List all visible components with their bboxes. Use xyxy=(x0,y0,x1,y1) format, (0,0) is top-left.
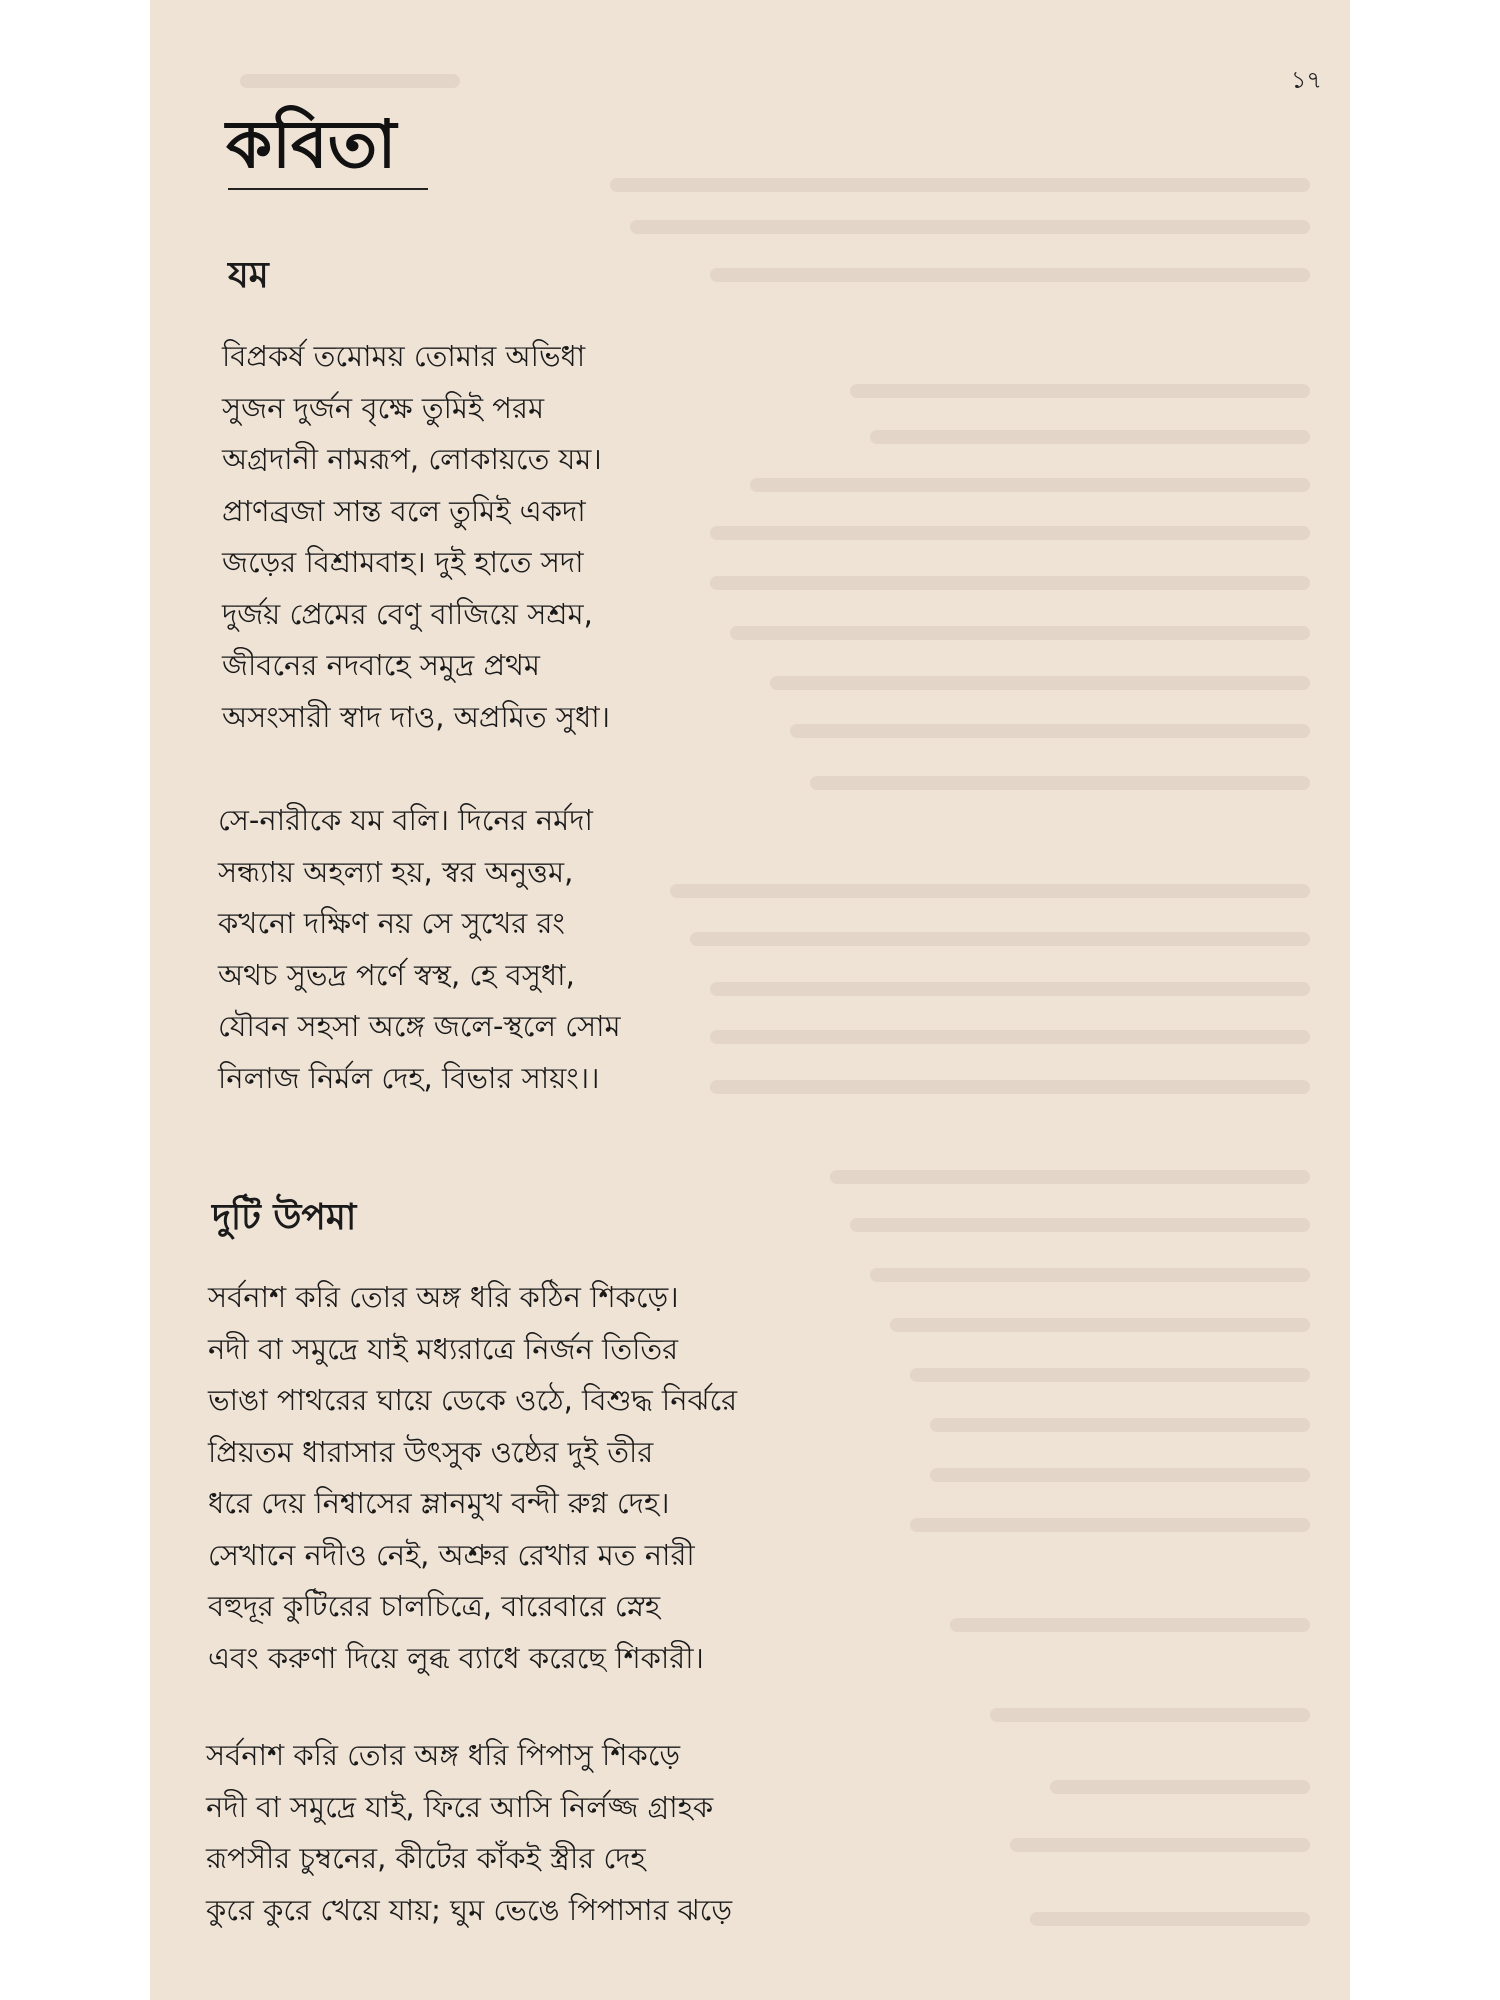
poem-line: রূপসীর চুম্বনের, কীটের কাঁকই স্ত্রীর দেহ xyxy=(206,1841,646,1875)
poem-line: সেখানে নদীও নেই, অশ্রুর রেখার মত নারী xyxy=(208,1537,695,1572)
poem-line: প্রিয়তম ধারাসার উৎসুক ওষ্ঠের দুই তীর xyxy=(208,1434,654,1469)
poem-jam-stanza-2 xyxy=(218,795,621,1104)
poem-line: নদী বা সমুদ্রে যাই মধ্যরাত্রে নির্জন তিতির xyxy=(208,1331,679,1366)
poem-upoma-stanza-2 xyxy=(206,1730,732,1936)
poem-line: অসংসারী স্বাদ দাও, অপ্রমিত সুধা। xyxy=(222,699,611,734)
poem-upoma-stanza-1 xyxy=(208,1272,737,1684)
poem-line: ভাঙা পাথরের ঘায়ে ডেকে ওঠে, বিশুদ্ধ নির্ঝরে xyxy=(208,1383,738,1417)
poem-jam-stanza-1 xyxy=(222,331,610,743)
poem-line: নিলাজ নির্মল দেহ, বিভার সায়ং।। xyxy=(218,1060,600,1095)
poem-line: নদী বা সমুদ্রে যাই, ফিরে আসি নির্লজ্জ গ্রাহক xyxy=(206,1789,714,1824)
poem-line: জড়ের বিশ্রামবাহ। দুই হাতে সদা xyxy=(222,545,584,579)
page-number: ১৭ xyxy=(1290,66,1322,94)
poem-line: বিপ্রকর্ষ তমোময় তোমার অভিধা xyxy=(222,339,586,373)
poem-line: ধরে দেয় নিশ্বাসের ম্লানমুখ বন্দী রুগ্ন দেহ। xyxy=(208,1486,670,1520)
poem-line: সুজন দুর্জন বৃক্ষে তুমিই পরম xyxy=(222,390,545,425)
section-title: কবিতা xyxy=(226,106,397,183)
poem-line: সর্বনাশ করি তোর অঙ্গ ধরি কঠিন শিকড়ে। xyxy=(208,1280,679,1314)
poem-line: জীবনের নদবাহে সমুদ্র প্রথম xyxy=(222,648,540,682)
poem-line: কুরে কুরে খেয়ে যায়; ঘুম ভেঙে পিপাসার ঝড়ে xyxy=(206,1892,733,1927)
poem-title-duti-upoma: দুটি উপমা xyxy=(212,1197,357,1238)
poem-line: অগ্রদানী নামরূপ, লোকায়তে যম। xyxy=(222,442,602,476)
title-underline xyxy=(228,188,428,190)
poem-line: কখনো দক্ষিণ নয় সে সুখের রং xyxy=(218,906,565,940)
poem-line: অথচ সুভদ্র পর্ণে স্বস্থ, হে বসুধা, xyxy=(218,957,575,992)
poem-line: যৌবন সহসা অঙ্গে জলে-স্থলে সোম xyxy=(218,1009,621,1043)
book-page xyxy=(150,0,1350,2000)
poem-line: বহুদূর কুটিরের চালচিত্রে, বারেবারে স্নেহ xyxy=(208,1589,661,1623)
poem-line: দুর্জয় প্রেমের বেণু বাজিয়ে সশ্রম, xyxy=(222,596,593,631)
poem-line: সে-নারীকে যম বলি। দিনের নর্মদা xyxy=(218,803,593,837)
poem-title-jam: যম xyxy=(228,255,269,296)
poem-line: সন্ধ্যায় অহল্যা হয়, স্বর অনুত্তম, xyxy=(218,854,574,889)
poem-line: এবং করুণা দিয়ে লুব্ধ ব্যাধে করেছে শিকারী। xyxy=(208,1640,704,1675)
poem-line: প্রাণব্রজা সান্ত বলে তুমিই একদা xyxy=(222,493,586,528)
poem-line: সর্বনাশ করি তোর অঙ্গ ধরি পিপাসু শিকড়ে xyxy=(206,1738,681,1772)
